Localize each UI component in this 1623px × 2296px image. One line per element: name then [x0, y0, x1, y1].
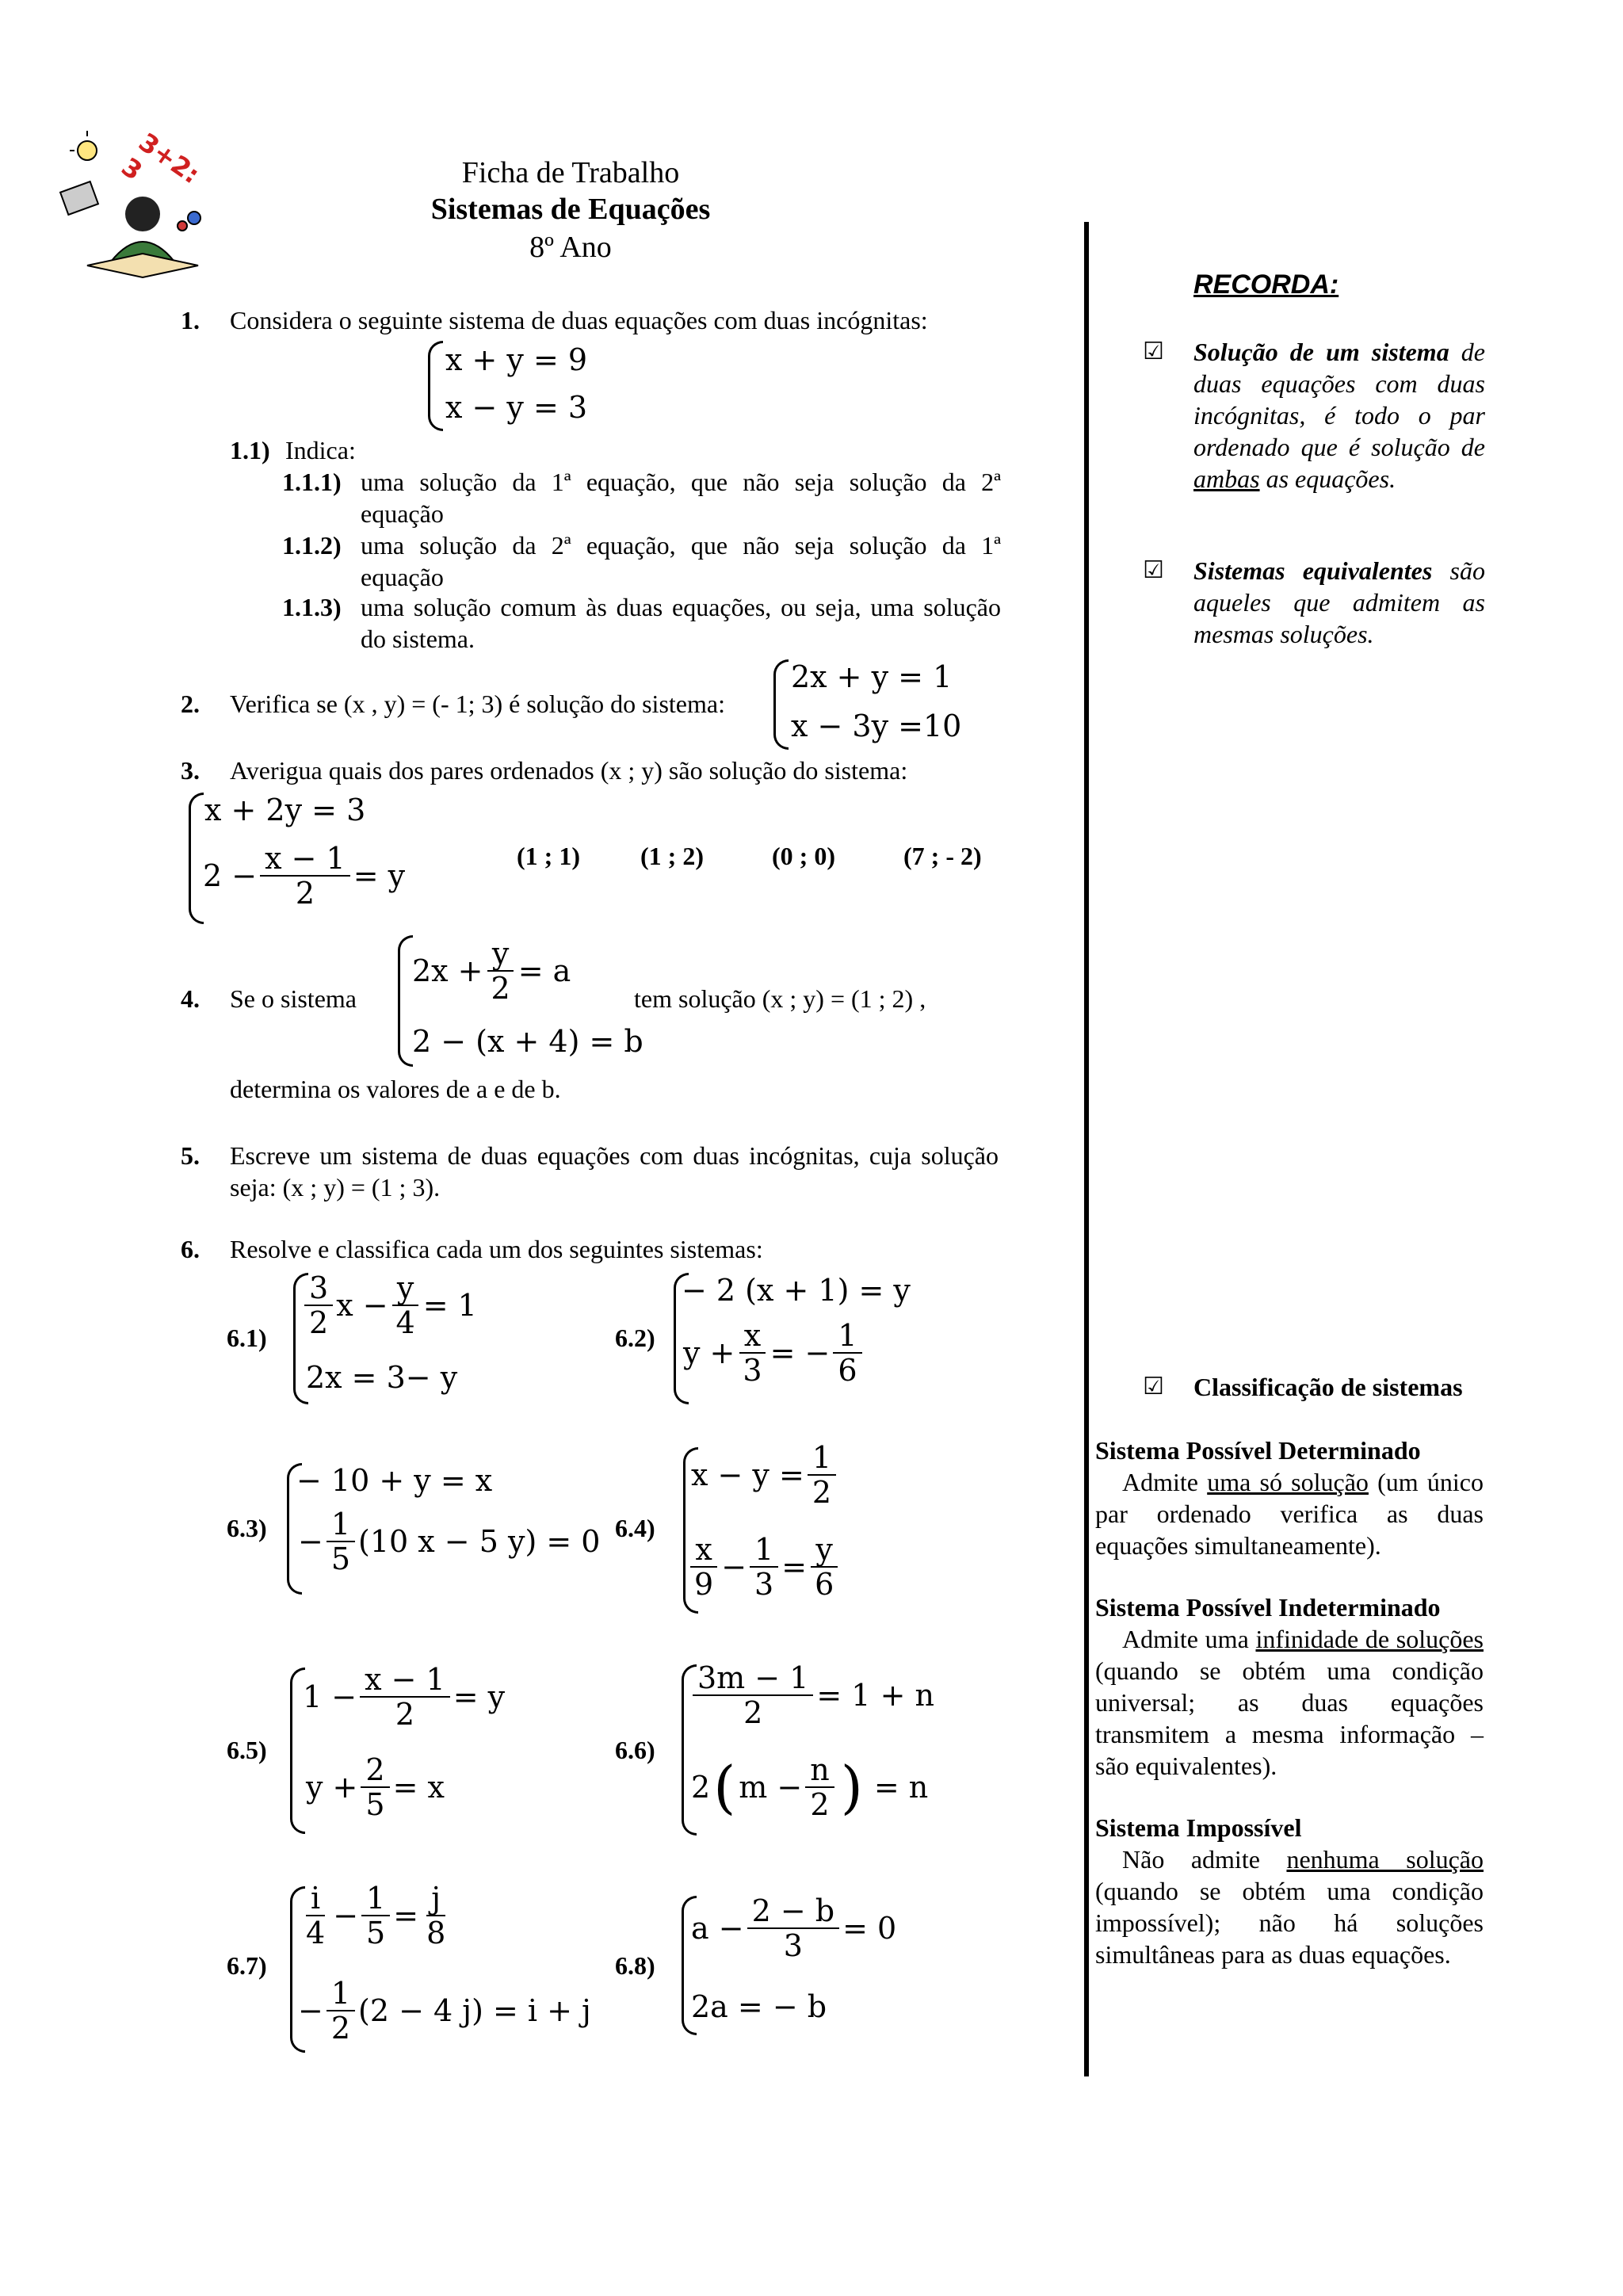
- q3-frac-den: 2: [295, 876, 315, 911]
- s68-num: 2 − b: [747, 1894, 840, 1929]
- s64-d-den: 6: [815, 1567, 834, 1602]
- q1-number: 1.: [181, 306, 200, 334]
- si-text: [1095, 1843, 1484, 1970]
- s67-frac-b: [361, 1881, 390, 1950]
- q5-text: Escreve um sistema de duas equações com duas incógnitas, cuja solução seja: (x ; y) = (1 ; 3).: [230, 1141, 999, 1201]
- s64-eq: =: [781, 1549, 808, 1584]
- s64-c-num: 1: [808, 1441, 836, 1476]
- s61-b-den: 4: [395, 1305, 415, 1340]
- q3-eq2-pre: 2 −: [203, 858, 258, 893]
- spd-title: Sistema Possível Determinado: [1095, 1436, 1421, 1465]
- s66-paren-open: (: [713, 1754, 736, 1820]
- s65-eq2: [306, 1753, 445, 1821]
- s62-mid: = −: [769, 1335, 831, 1370]
- q4-post: tem solução (x ; y) = (1 ; 2) ,: [634, 984, 926, 1013]
- s68-eq1: [691, 1894, 896, 1962]
- s67-d-den: 2: [330, 2011, 351, 2046]
- q3-eq1: x + 2y = 3: [204, 793, 366, 827]
- sidebar-item1-bold: Solução de um sistema: [1193, 338, 1449, 366]
- s63-den: 5: [330, 1541, 351, 1576]
- q1-eq2: x − y = 3: [445, 390, 588, 425]
- q3-frac-num: x − 1: [260, 842, 350, 877]
- s68-label: 6.8): [615, 1951, 655, 1980]
- si-title: Sistema Impossível: [1095, 1813, 1302, 1842]
- q3-pair-2: (1 ; 2): [640, 842, 704, 870]
- s65-frac-b: [361, 1753, 389, 1821]
- q3-eq2: [203, 842, 405, 910]
- s67-eq2: [298, 1977, 591, 2045]
- q3-pair-4: (7 ; - 2): [903, 842, 982, 870]
- s67-c-num: j: [426, 1881, 445, 1916]
- s65-b-num: 2: [361, 1753, 389, 1788]
- page-title: Ficha de Trabalho: [461, 156, 680, 189]
- q3-number: 3.: [181, 756, 200, 785]
- s66-a-num: 3m − 1: [693, 1661, 813, 1696]
- column-divider: [1084, 222, 1089, 2076]
- q3-pair-3: (0 ; 0): [772, 842, 835, 870]
- q4-number: 4.: [181, 984, 200, 1013]
- q4-eq1-pre: 2x +: [412, 953, 483, 988]
- s63-label: 6.3): [227, 1514, 267, 1542]
- q6-number: 6.: [181, 1235, 200, 1263]
- logo: [55, 127, 230, 285]
- q4-eq1-post: = a: [517, 953, 571, 988]
- s68-den: 3: [783, 1928, 803, 1963]
- s67-c-den: 8: [426, 1916, 446, 1950]
- s66-pre2: 2: [691, 1770, 711, 1805]
- q3-eq2-post: = y: [353, 858, 406, 893]
- s63-frac: [327, 1507, 355, 1576]
- q2-eq2: x − 3y =10: [791, 709, 962, 743]
- classification-title: Classificação de sistemas: [1193, 1373, 1463, 1401]
- s62-b-num: 1: [833, 1319, 861, 1354]
- q1-1-1-number: 1.1.1): [282, 468, 342, 496]
- s63-eq1: − 10 + y = x: [296, 1463, 493, 1498]
- s66-m: m −: [739, 1770, 803, 1805]
- s66-b-den: 2: [810, 1787, 830, 1822]
- q1-system-brace: [428, 341, 443, 431]
- s62-a-num: x: [739, 1319, 766, 1354]
- spd-underline: uma só solução: [1207, 1468, 1369, 1496]
- checkbox-icon: ☑: [1143, 338, 1164, 365]
- s68-frac: [747, 1894, 840, 1962]
- spd-a: Admite: [1122, 1468, 1208, 1496]
- s68-eq2: 2a = − b: [691, 1989, 827, 2024]
- s67-a-den: 4: [306, 1916, 326, 1950]
- s62-a-den: 3: [743, 1353, 762, 1388]
- spi-title: Sistema Possível Indeterminado: [1095, 1593, 1441, 1622]
- s65-b-den: 5: [365, 1787, 385, 1822]
- s64-d-num: y: [811, 1533, 837, 1568]
- s61-a-den: 2: [309, 1305, 329, 1340]
- s64-eq2: [686, 1533, 842, 1601]
- s67-frac-d: [327, 1977, 355, 2045]
- sidebar-item2-text: são aqueles que admitem as mesmas soluções.: [1193, 556, 1485, 648]
- s65-pre2: y +: [306, 1770, 358, 1805]
- spi-text: [1095, 1623, 1484, 1782]
- q6-text: Resolve e classifica cada um dos seguintes sistemas:: [230, 1235, 763, 1263]
- s64-c-den: 2: [812, 1475, 832, 1510]
- q4-system-brace: [398, 935, 413, 1067]
- s66-label: 6.6): [615, 1736, 655, 1764]
- s67-frac-c: [422, 1881, 450, 1950]
- s62-eq2: [683, 1319, 865, 1387]
- s64-frac-b: [750, 1533, 778, 1601]
- q2-text: Verifica se (x , y) = (- 1; 3) é solução do sistema:: [230, 690, 725, 718]
- s66-a-den: 2: [743, 1695, 763, 1730]
- s66-frac-b: [805, 1753, 834, 1821]
- sidebar-item1-end: as equações.: [1259, 464, 1396, 493]
- sidebar-item-solution: [1193, 336, 1485, 495]
- s61-mid: x −: [336, 1288, 388, 1323]
- sidebar-item-equivalent: [1193, 555, 1485, 650]
- s63-pre: −: [298, 1524, 323, 1559]
- s67-eq: =: [393, 1898, 419, 1933]
- si-b: (quando se obtém uma condição impossível); não há soluções simultâneas para as duas equações.: [1095, 1877, 1484, 1969]
- s61-frac-b: [391, 1271, 420, 1339]
- grade-label: 8º Ano: [529, 231, 612, 264]
- s66-eq1: [689, 1661, 934, 1729]
- q4-fraction: [487, 937, 515, 1005]
- q3-system-brace: [189, 793, 204, 924]
- q1-eq1: x + y = 9: [445, 342, 588, 377]
- checkbox-icon: ☑: [1143, 1373, 1164, 1400]
- s66-frac-a: [693, 1661, 813, 1729]
- q3-text: Averigua quais dos pares ordenados (x ; y) são solução do sistema:: [230, 756, 908, 785]
- s62-pre: y +: [683, 1335, 735, 1370]
- s61-post: = 1: [422, 1288, 477, 1323]
- q3-fraction: [260, 842, 350, 910]
- s67-a-num: i: [306, 1881, 325, 1916]
- spi-b: (quando se obtém uma condição universal; as duas equações transmitem a mesma informação – são equivalentes).: [1095, 1656, 1484, 1780]
- q4-frac-den: 2: [491, 971, 510, 1006]
- q5-number: 5.: [181, 1141, 200, 1170]
- s64-frac-d: [810, 1533, 838, 1601]
- s64-frac-a: [689, 1533, 718, 1601]
- s64-frac-c: [808, 1441, 836, 1509]
- s64-eq1: [691, 1441, 839, 1509]
- s62-frac-a: [738, 1319, 766, 1387]
- logo-text: 3+2: 3: [116, 127, 205, 190]
- s62-frac-b: [833, 1319, 861, 1387]
- s64-b-den: 3: [754, 1567, 774, 1602]
- s67-b-num: 1: [361, 1881, 390, 1916]
- s66-b-num: n: [805, 1753, 834, 1788]
- q2-eq1: 2x + y = 1: [791, 659, 953, 694]
- s67-frac-a: [301, 1881, 330, 1950]
- s67-label: 6.7): [227, 1951, 267, 1980]
- s65-a-den: 2: [395, 1697, 414, 1732]
- spd-text: [1095, 1466, 1484, 1561]
- q1-1-2-number: 1.1.2): [282, 531, 342, 560]
- q1-1-3-text: uma solução comum às duas equações, ou seja, uma solução do sistema.: [361, 593, 1001, 653]
- s65-label: 6.5): [227, 1736, 267, 1764]
- s64-pre: x − y =: [691, 1457, 804, 1492]
- sidebar-item1-text: de duas equações com duas incógnitas, é todo o par ordenado que é solução de: [1193, 338, 1485, 461]
- s66-paren-close: ): [840, 1754, 863, 1820]
- s67-b-den: 5: [366, 1916, 386, 1950]
- q4-pre: Se o sistema: [230, 984, 357, 1013]
- s68-pre: a −: [691, 1911, 744, 1946]
- q4-text2: determina os valores de a e de b.: [230, 1075, 561, 1103]
- checkbox-icon: ☑: [1143, 556, 1164, 584]
- q2-system-brace: [773, 659, 789, 750]
- q3-pair-1: (1 ; 1): [517, 842, 580, 870]
- s66-post2: = n: [873, 1770, 929, 1805]
- q1-1-3-number: 1.1.3): [282, 593, 342, 621]
- s67-post2: (2 − 4 j) = i + j: [358, 1993, 591, 2028]
- s67-mid: −: [333, 1898, 359, 1933]
- s66-eq2: [691, 1753, 928, 1821]
- sidebar-item1-underline: ambas: [1193, 464, 1260, 493]
- s64-label: 6.4): [615, 1514, 655, 1542]
- s61-label: 6.1): [227, 1324, 267, 1352]
- s67-d-num: 1: [327, 1977, 355, 2011]
- s65-post2: = x: [392, 1770, 445, 1805]
- s61-b-num: y: [392, 1271, 418, 1306]
- sidebar-item2-bold: Sistemas equivalentes: [1193, 556, 1433, 585]
- s61-a-num: 3: [304, 1271, 333, 1306]
- q1-1-text: Indica:: [285, 436, 356, 464]
- q4-frac-num: y: [487, 937, 514, 972]
- s62-label: 6.2): [615, 1324, 655, 1352]
- s64-b-num: 1: [750, 1533, 778, 1568]
- q1-text: Considera o seguinte sistema de duas equações com duas incógnitas:: [230, 306, 928, 334]
- s61-eq1: [301, 1271, 477, 1339]
- s66-post: = 1 + n: [816, 1678, 934, 1713]
- si-underline: nenhuma solução: [1286, 1845, 1484, 1874]
- s64-a-num: x: [690, 1533, 716, 1568]
- s67-pre2: −: [298, 1993, 323, 2028]
- s64-mid: −: [721, 1549, 747, 1584]
- s62-b-den: 6: [838, 1353, 857, 1388]
- s63-post: (10 x − 5 y) = 0: [358, 1524, 601, 1559]
- spi-a: Admite uma: [1122, 1625, 1256, 1653]
- s62-eq1: − 2 (x + 1) = y: [682, 1273, 911, 1308]
- s67-eq1: [298, 1881, 453, 1950]
- s64-a-den: 9: [694, 1567, 714, 1602]
- page-subtitle: Sistemas de Equações: [430, 193, 711, 226]
- s65-pre: 1 −: [303, 1679, 357, 1714]
- sidebar-title: RECORDA:: [1193, 269, 1339, 300]
- q1-1-1-text: uma solução da 1ª equação, que não seja solução da 2ª equação: [361, 468, 1001, 528]
- q1-1-number: 1.1): [230, 436, 270, 464]
- s63-num: 1: [327, 1507, 355, 1542]
- spi-underline: infinidade de soluções: [1255, 1625, 1484, 1653]
- s65-a-num: x − 1: [360, 1663, 450, 1698]
- q4-eq1: [412, 937, 571, 1005]
- s68-post: = 0: [842, 1911, 897, 1946]
- s65-frac-a: [360, 1663, 450, 1731]
- q2-number: 2.: [181, 690, 200, 718]
- s65-eq1: [303, 1663, 505, 1731]
- s61-frac-a: [304, 1271, 333, 1339]
- s65-post: = y: [453, 1679, 506, 1714]
- s61-eq2: 2x = 3− y: [306, 1360, 458, 1395]
- q4-eq2: 2 − (x + 4) = b: [412, 1024, 643, 1059]
- s63-eq2: [298, 1507, 600, 1576]
- si-a: Não admite: [1122, 1845, 1287, 1874]
- spd-b: (um único par ordenado verifica as duas equações simultaneamente).: [1095, 1468, 1484, 1560]
- q1-1-2-text: uma solução da 2ª equação, que não seja solução da 1ª equação: [361, 531, 1001, 591]
